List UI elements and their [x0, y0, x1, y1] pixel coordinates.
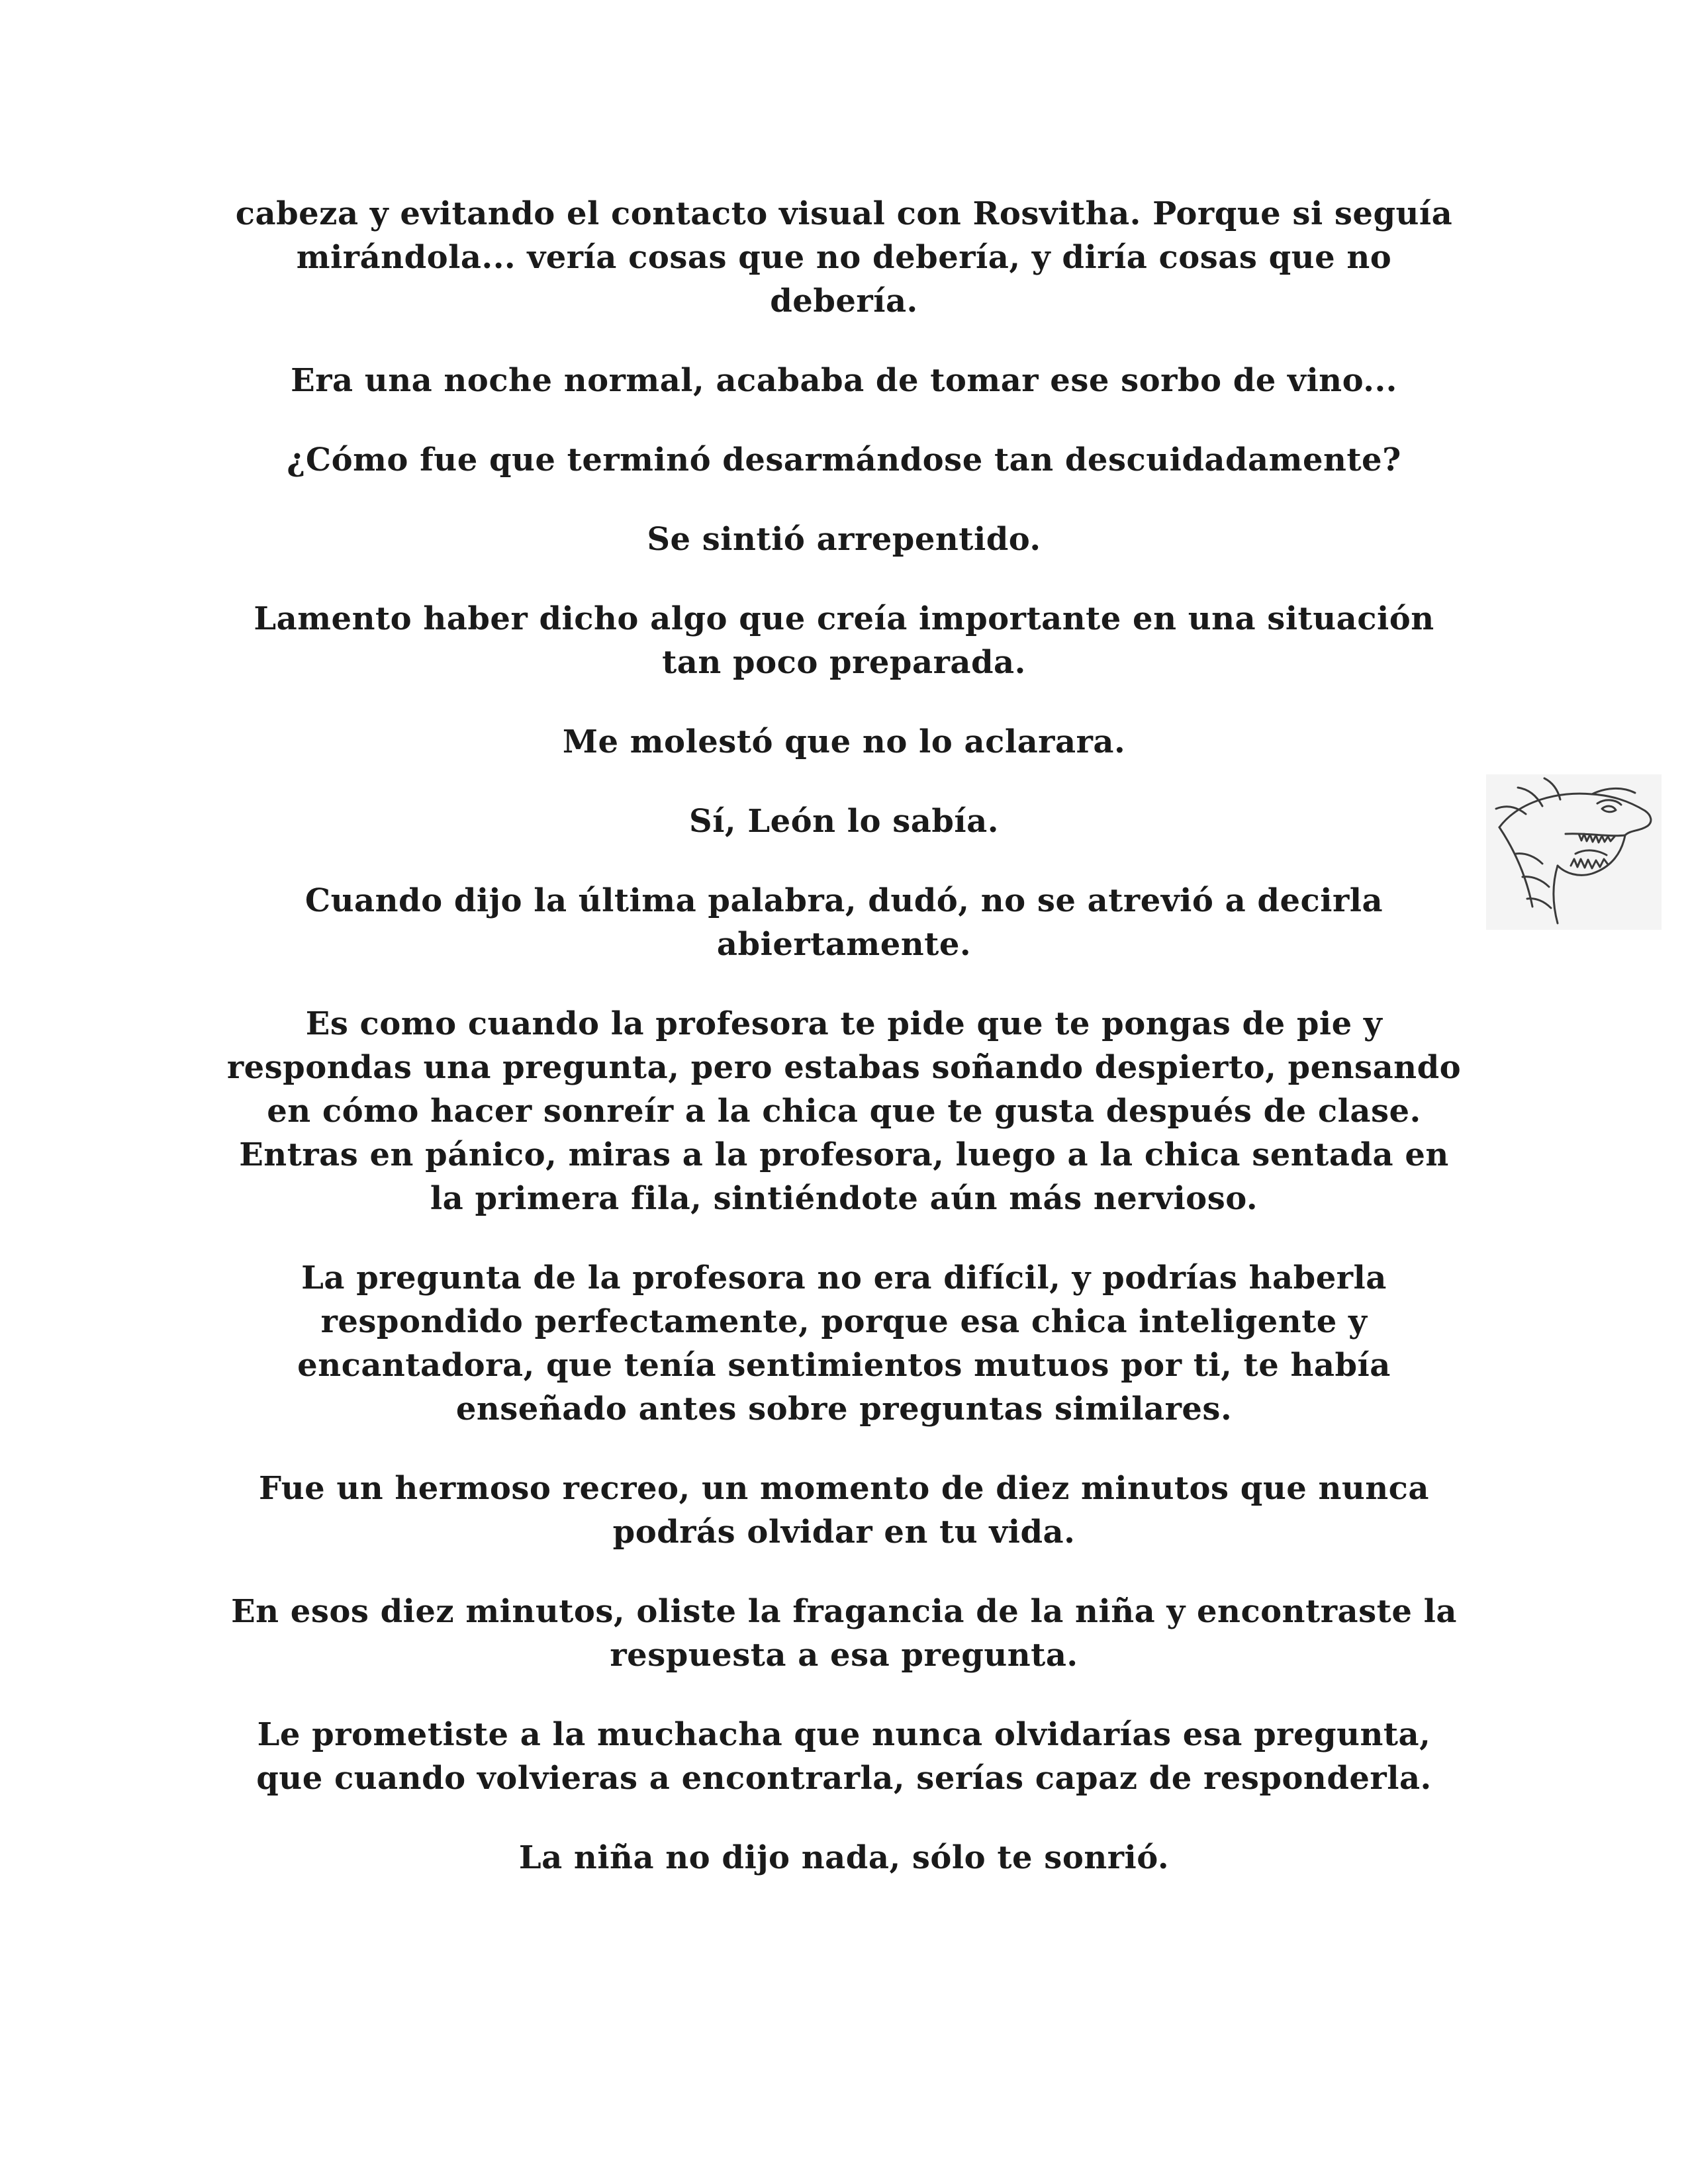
paragraph: Me molestó que no lo aclarara. — [562, 723, 1126, 760]
paragraph: Le prometiste a la muchacha que nunca olvidarías esa pregunta, que cuando volvieras a encontrarla, serías capaz de responderla. — [256, 1716, 1432, 1797]
body-text — [225, 192, 1463, 1915]
paragraph: La niña no dijo nada, sólo te sonrió. — [518, 1839, 1170, 1876]
paragraph: Era una noche normal, acababa de tomar ese sorbo de vino... — [291, 362, 1397, 399]
paragraph: Es como cuando la profesora te pide que te pongas de pie y respondas una pregunta, pero estabas soñando despierto, pensando en cómo hacer sonreír a la chica que te gusta después de clase. Entras en pánico, miras a la profesora, luego a la chica sentada en la primera fila, sintiéndote aún más nervioso. — [226, 1005, 1462, 1217]
paragraph: Se sintió arrepentido. — [647, 521, 1041, 558]
paragraph: La pregunta de la profesora no era difícil, y podrías haberla respondido perfectamente, porque esa chica inteligente y encantadora, que tenía sentimientos mutuos por ti, te había enseñado antes sobre preguntas similares. — [297, 1259, 1391, 1428]
paragraph: Cuando dijo la última palabra, dudó, no se atrevió a decirla abiertamente. — [305, 882, 1383, 963]
paragraph: Fue un hermoso recreo, un momento de diez minutos que nunca podrás olvidar en tu vida. — [258, 1470, 1430, 1551]
paragraph: En esos diez minutos, oliste la fragancia de la niña y encontraste la respuesta a esa pregunta. — [231, 1593, 1457, 1674]
paragraph: Sí, León lo sabía. — [689, 803, 999, 840]
dragon-sketch-icon — [1486, 774, 1662, 930]
paragraph: ¿Cómo fue que terminó desarmándose tan descuidadamente? — [287, 441, 1401, 478]
paragraph: Lamento haber dicho algo que creía importante en una situación tan poco preparada. — [254, 600, 1434, 681]
paragraph: cabeza y evitando el contacto visual con Rosvitha. Porque si seguía mirándola... vería cosas que no debería, y diría cosas que no debería. — [235, 195, 1453, 320]
